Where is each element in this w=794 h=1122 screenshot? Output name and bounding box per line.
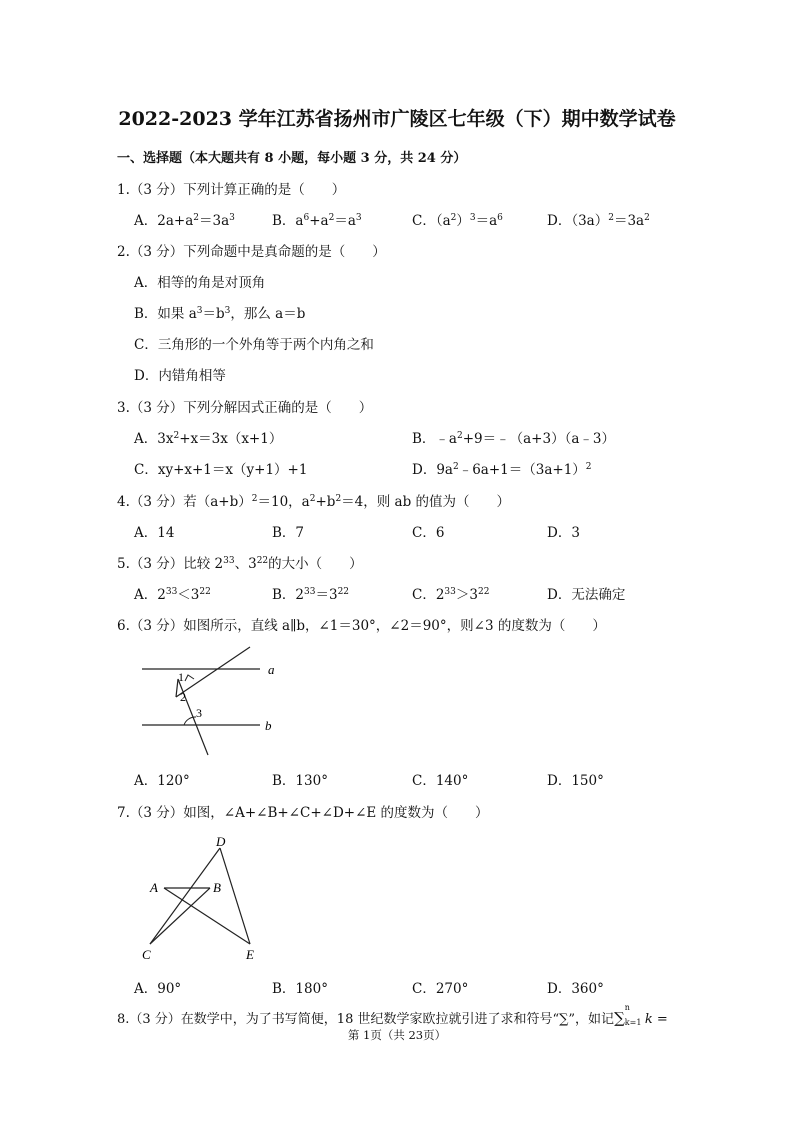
question-7-option-c: C．270° [412, 981, 469, 997]
question-6-stem: 6.（3 分）如图所示，直线 a∥b，∠1＝30°，∠2＝90°，则∠3 的度数为（ ） [117, 618, 606, 634]
question-7-option-b: B．180° [272, 981, 328, 997]
page-title: 2022-2023 学年江苏省扬州市广陵区七年级（下）期中数学试卷 [118, 108, 676, 130]
question-5-stem: 5.（3 分）比较 $2^{33}$、$3^{22}$的大小（ ） [117, 556, 363, 572]
angle-3-label: 3 [196, 706, 202, 720]
vertex-d-label: D [216, 834, 226, 849]
angle-1-label: 1 [178, 670, 184, 684]
question-3-option-a: A．$3x^2+x=3x(x+1)$ [134, 431, 283, 447]
question-2-option-b: B．如果 $a^3=b^3$，那么 a＝b [134, 306, 306, 322]
summation-symbol: ∑ [614, 1009, 625, 1027]
question-5-option-a: A．$2^{33}<3^{22}$ [134, 587, 211, 603]
question-1-option-b: B．$a^6+a^2=a^3$ [272, 213, 362, 229]
question-2-stem: 2.（3 分）下列命题中是真命题的是（ ） [117, 244, 386, 260]
question-1-option-d: D．$(3a)^2=3a^2$ [547, 213, 650, 229]
question-7-option-d: D．360° [547, 981, 604, 997]
question-5-option-c: C．$2^{33}>3^{22}$ [412, 587, 490, 603]
question-3-stem: 3.（3 分）下列分解因式正确的是（ ） [117, 400, 373, 416]
page-footer: 第 1页（共 23页） [347, 1028, 447, 1042]
question-6-option-b: B．130° [272, 773, 328, 789]
question-5-option-d: D．无法确定 [547, 587, 626, 603]
angle-2-label: 2 [180, 690, 186, 704]
section-heading: 一、选择题（本大题共有 8 小题，每小题 3 分，共 24 分） [117, 151, 467, 166]
question-6-option-c: C．140° [412, 773, 469, 789]
question-6-option-d: D．150° [547, 773, 604, 789]
question-1-option-c: C．$(a^2)^3=a^6$ [412, 213, 503, 229]
question-3-option-d: D．$9a^2﹣6a+1=(3a+1)^2$ [412, 462, 592, 478]
vertex-a-label: A [150, 880, 158, 895]
question-4-option-d: D．3 [547, 525, 580, 541]
question-4-option-a: A．14 [134, 525, 175, 541]
question-2-option-c: C．三角形的一个外角等于两个内角之和 [134, 337, 374, 353]
question-4-stem: 4.（3 分）若$(a+b)^2=10$，$a^2+b^2=4$，则 ab 的值为（ ） [117, 494, 511, 510]
question-1-stem: 1.（3 分）下列计算正确的是（ ） [117, 182, 346, 198]
question-7-stem: 7.（3 分）如图，∠A+∠B+∠C+∠D+∠E 的度数为（ ） [117, 805, 489, 821]
star-figure [140, 832, 270, 967]
vertex-b-label: B [213, 880, 221, 895]
question-7-option-a: A．90° [134, 981, 182, 997]
vertex-e-label: E [246, 947, 254, 962]
question-3-option-b: B．$﹣a^2+9=﹣(a+3)(a﹣3)$ [412, 431, 615, 447]
question-2-option-a: A．相等的角是对顶角 [134, 275, 266, 291]
question-2-option-d: D．内错角相等 [134, 368, 226, 384]
question-4-option-b: B．7 [272, 525, 305, 541]
vertex-c-label: C [142, 947, 151, 962]
line-b-label: b [265, 718, 272, 733]
question-4-option-c: C．6 [412, 525, 445, 541]
question-6-option-a: A．120° [134, 773, 190, 789]
question-8-stem: 8.（3 分）在数学中，为了书写简便，18 世纪数学家欧拉就引进了求和符号“∑”，如记∑ n k=1 k = [117, 1003, 668, 1027]
question-1-option-a: A．$2a+a^2=3a^3$ [134, 213, 235, 229]
question-3-option-c: C．xy+x+1＝x（y+1）+1 [134, 462, 308, 478]
line-a-label: a [268, 662, 275, 677]
question-5-option-b: B．$2^{33}=3^{22}$ [272, 587, 350, 603]
parallel-lines-figure [138, 645, 288, 760]
